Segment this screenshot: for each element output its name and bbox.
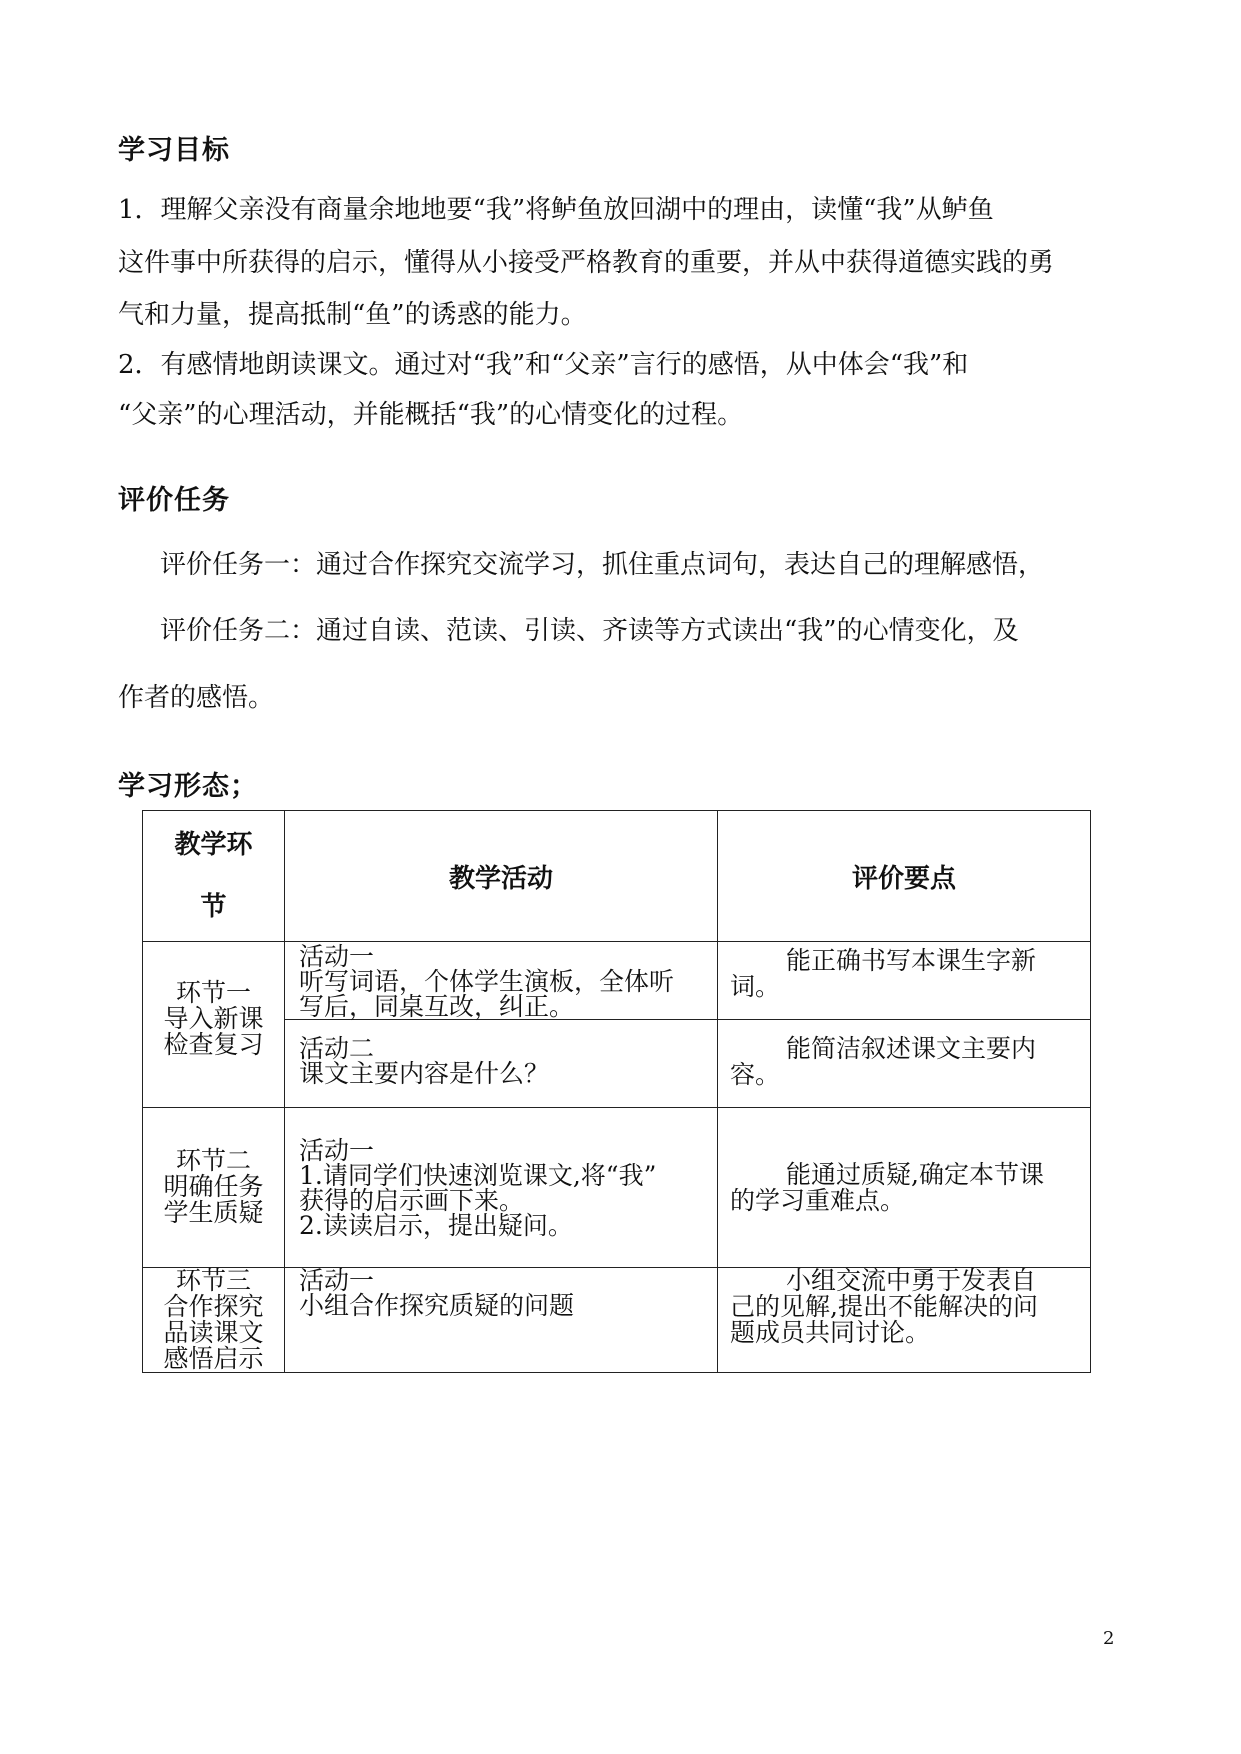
stage-1-activity-1 [285,942,718,1020]
table-row [143,942,1091,1020]
objective-1-line-2: 这件事中所获得的启示，懂得从小接受严格教育的重要，并从中获得道德实践的勇 [118,248,1055,278]
stage-3-activity [285,1268,718,1373]
activity-line: 小组合作探究质疑的问题 [299,1291,575,1320]
stage-3-cell [143,1268,285,1373]
header-evaluation: 评价要点 [718,811,1091,942]
evaluation-line: 小组交流中勇于发表自 [786,1266,1037,1295]
stage-1-line-2: 导入新课 [163,1004,264,1033]
activity-line: 1.请同学们快速浏览课文,将“我” [299,1161,657,1190]
objectives-heading: 学习目标 [118,135,230,166]
header-stage-line-1: 教学环 [174,830,253,860]
learning-form-heading: 学习形态； [118,771,258,802]
activity-title: 活动一 [299,1136,375,1165]
table-row [143,1108,1091,1268]
header-stage [143,811,285,942]
evaluation-task-1: 评价任务一：通过合作探究交流学习，抓住重点词句，表达自己的理解感悟， [160,550,1045,580]
stage-1-line-3: 检查复习 [163,1030,264,1059]
objective-1-line-1: 1．理解父亲没有商量余地地要“我”将鲈鱼放回湖中的理由，读懂“我”从鲈鱼 [118,195,994,225]
activity-title: 活动二 [299,1034,375,1063]
stage-3-line-2: 合作探究 [163,1292,264,1321]
evaluation-task-2-line-1: 评价任务二：通过自读、范读、引读、齐读等方式读出“我”的心情变化，及 [160,616,1019,646]
activity-line: 写后，同桌互改，纠正。 [299,992,575,1021]
activity-line: 2.读读启示，提出疑问。 [299,1211,573,1240]
objective-2-line-2: “父亲”的心理活动，并能概括“我”的心情变化的过程。 [118,400,744,430]
stage-3-line-4: 感悟启示 [163,1344,264,1373]
activity-line: 课文主要内容是什么？ [299,1059,550,1088]
stage-2-line-2: 明确任务 [163,1172,264,1201]
stage-1-line-1: 环节一 [175,978,251,1007]
table-row [143,1268,1091,1373]
evaluation-task-2-line-2: 作者的感悟。 [118,683,275,713]
evaluation-line: 能通过质疑,确定本节课 [786,1160,1044,1189]
header-activity: 教学活动 [285,811,718,942]
evaluation-line: 容。 [730,1060,781,1089]
lesson-table [142,810,1091,1373]
activity-title: 活动一 [299,942,375,971]
evaluation-line: 能正确书写本课生字新 [786,946,1037,975]
stage-2-activity [285,1108,718,1268]
stage-2-evaluation [718,1108,1091,1268]
stage-2-line-3: 学生质疑 [163,1198,264,1227]
stage-3-line-1: 环节三 [175,1266,251,1295]
header-stage-line-2: 节 [200,892,227,922]
stage-2-cell [143,1108,285,1268]
activity-title: 活动一 [299,1266,375,1295]
activity-line: 听写词语，个体学生演板，全体听 [299,967,675,996]
evaluation-line: 的学习重难点。 [730,1186,906,1215]
stage-1-evaluation-2 [718,1020,1091,1108]
table-row [143,1020,1091,1108]
evaluation-line: 题成员共同讨论。 [730,1318,931,1347]
activity-line: 获得的启示画下来。 [299,1186,525,1215]
stage-1-activity-2 [285,1020,718,1108]
stage-2-line-1: 环节二 [175,1146,251,1175]
stage-3-line-3: 品读课文 [163,1318,264,1347]
evaluation-line: 己的见解,提出不能解决的问 [730,1292,1038,1321]
evaluation-heading: 评价任务 [118,485,230,516]
page-number: 2 [1103,1628,1115,1649]
stage-1-evaluation-1 [718,942,1091,1020]
objective-2-line-1: 2．有感情地朗读课文。通过对“我”和“父亲”言行的感悟，从中体会“我”和 [118,350,969,380]
evaluation-line: 能简洁叙述课文主要内 [786,1034,1037,1063]
objective-1-line-3: 气和力量，提高抵制“鱼”的诱惑的能力。 [118,300,587,330]
table-header-row [143,811,1091,942]
evaluation-line: 词。 [730,972,781,1001]
stage-3-evaluation [718,1268,1091,1373]
stage-1-cell [143,942,285,1108]
